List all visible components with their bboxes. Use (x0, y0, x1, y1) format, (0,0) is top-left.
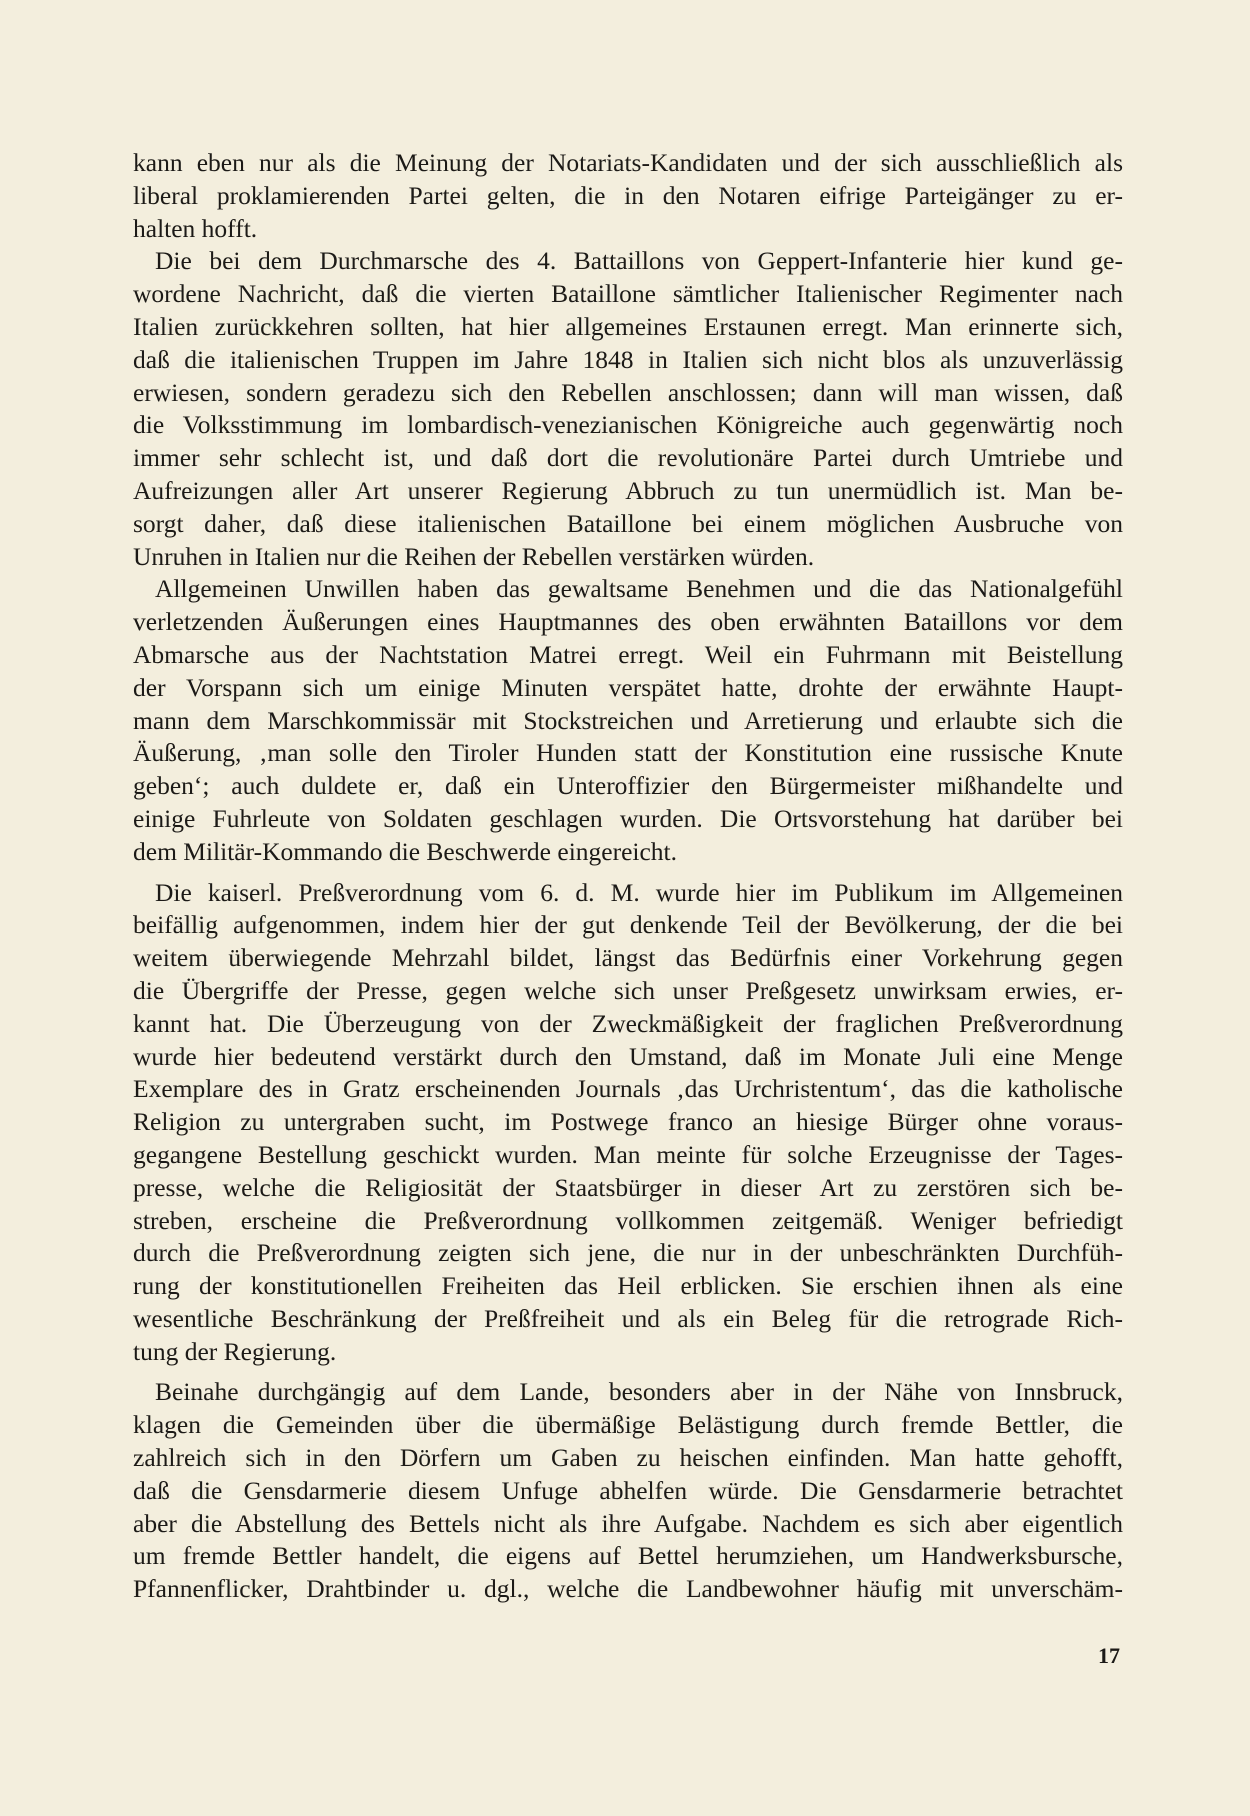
text-line: einige Fuhrleute von Soldaten geschlagen wurden. Die Ortsvorstehung hat darüber bei (133, 803, 1123, 833)
text-line: erwiesen, sondern geradezu sich den Rebellen anschlossen; dann will man wissen, daß (133, 377, 1123, 407)
text-line: mann dem Marschkommissär mit Stockstreichen und Arretierung und erlaubte sich die (133, 705, 1123, 735)
text-line: beifällig aufgenommen, indem hier der gut denkende Teil der Bevölkerung, der die bei (133, 910, 1123, 940)
text-line: Pfannenflicker, Drahtbinder u. dgl., welche die Landbewohner häufig mit unverschäm- (133, 1574, 1123, 1604)
paragraph (133, 1376, 1123, 1606)
text-line: gegangene Bestellung geschickt wurden. Man meinte für solche Erzeugnisse der Tages- (133, 1139, 1123, 1169)
text-line: daß die Gensdarmerie diesem Unfuge abhelfen würde. Die Gensdarmerie betrachtet (133, 1475, 1123, 1505)
text-line: Abmarsche aus der Nachtstation Matrei erregt. Weil ein Fuhrmann mit Beistellung (133, 639, 1123, 669)
page-number: 17 (1098, 1643, 1120, 1668)
body-text (133, 147, 1123, 1606)
text-line: kannt hat. Die Überzeugung von der Zweckmäßigkeit der fraglichen Preßverordnung (133, 1008, 1123, 1038)
text-line: verletzenden Äußerungen eines Hauptmannes des oben erwähnten Bataillons vor dem (133, 607, 1123, 637)
text-line: sorgt daher, daß diese italienischen Bataillone bei einem möglichen Ausbruche von (133, 508, 1123, 538)
text-line: Die kaiserl. Preßverordnung vom 6. d. M. wurde hier im Publikum im Allgemeinen (155, 877, 1123, 907)
text-line: zahlreich sich in den Dörfern um Gaben zu heischen einfinden. Man hatte gehofft, (133, 1443, 1123, 1473)
text-line: der Vorspann sich um einige Minuten verspätet hatte, drohte der erwähnte Haupt- (133, 672, 1123, 702)
text-line: weitem überwiegende Mehrzahl bildet, längst das Bedürfnis einer Vorkehrung gegen (133, 943, 1123, 973)
text-line: Italien zurückkehren sollten, hat hier allgemeines Erstaunen erregt. Man erinnerte sich, (133, 311, 1123, 341)
paragraph (133, 147, 1123, 245)
text-line: Die bei dem Durchmarsche des 4. Battaillons von Geppert-Infanterie hier kund ge- (155, 246, 1123, 276)
text-line: kann eben nur als die Meinung der Notariats-Kandidaten und der sich ausschließlich als (133, 148, 1123, 177)
text-line: dem Militär-Kommando die Beschwerde eingereicht. (133, 836, 678, 866)
text-line: geben‘; auch duldete er, daß ein Unteroffizier den Bürgermeister mißhandelte und (133, 771, 1123, 801)
text-line: rung der konstitutionellen Freiheiten das Heil erblicken. Sie erschien ihnen als eine (133, 1271, 1123, 1301)
text-line: Beinahe durchgängig auf dem Lande, besonders aber in der Nähe von Innsbruck, (155, 1377, 1123, 1407)
paragraph (133, 245, 1123, 573)
text-line: die Volksstimmung im lombardisch-venezianischen Königreiche auch gegenwärtig noch (133, 410, 1123, 440)
text-line: Unruhen in Italien nur die Reihen der Rebellen verstärken würden. (133, 541, 815, 571)
text-line: Aufreizungen aller Art unserer Regierung Abbruch zu tun unermüdlich ist. Man be- (133, 475, 1123, 505)
text-line: streben, erscheine die Preßverordnung vollkommen zeitgemäß. Weniger befriedigt (133, 1205, 1123, 1235)
text-line: halten hofft. (133, 213, 258, 243)
text-line: die Übergriffe der Presse, gegen welche sich unser Preßgesetz unwirksam erwies, er- (133, 975, 1123, 1005)
text-line: presse, welche die Religiosität der Staatsbürger in dieser Art zu zerstören sich be- (133, 1172, 1123, 1202)
text-line: Äußerung, ‚man solle den Tiroler Hunden statt der Konstitution eine russische Knute (133, 738, 1123, 768)
text-line: liberal proklamierenden Partei gelten, die in den Notaren eifrige Parteigänger zu er- (133, 180, 1123, 210)
text-line: um fremde Bettler handelt, die eigens auf Bettel herumziehen, um Handwerksbursche, (133, 1541, 1123, 1571)
text-line: Religion zu untergraben sucht, im Postwege franco an hiesige Bürger ohne voraus- (133, 1107, 1123, 1137)
paragraph (133, 573, 1123, 868)
text-line: klagen die Gemeinden über die übermäßige Belästigung durch fremde Bettler, die (133, 1410, 1123, 1440)
text-line: aber die Abstellung des Bettels nicht als ihre Aufgabe. Nachdem es sich aber eigentlich (133, 1508, 1123, 1538)
text-line: immer sehr schlecht ist, und daß dort die revolutionäre Partei durch Umtriebe und (133, 443, 1123, 473)
paragraph-gap (133, 869, 1123, 877)
text-line: tung der Regierung. (133, 1336, 337, 1366)
paragraph-gap (133, 1368, 1123, 1376)
text-line: wurde hier bedeutend verstärkt durch den Umstand, daß im Monate Juli eine Menge (133, 1041, 1123, 1071)
text-line: durch die Preßverordnung zeigten sich jene, die nur in der unbeschränkten Durchfüh- (133, 1238, 1123, 1268)
text-line: wesentliche Beschränkung der Preßfreiheit und als ein Beleg für die retrograde Rich- (133, 1303, 1123, 1333)
paragraph (133, 877, 1123, 1369)
text-line: Exemplare des in Gratz erscheinenden Journals ‚das Urchristentum‘, das die katholische (133, 1074, 1123, 1104)
text-line: Allgemeinen Unwillen haben das gewaltsame Benehmen und die das Nationalgefühl (155, 574, 1123, 604)
text-line: wordene Nachricht, daß die vierten Bataillone sämtlicher Italienischer Regimenter nach (133, 279, 1123, 309)
text-line: daß die italienischen Truppen im Jahre 1848 in Italien sich nicht blos als unzuverlässig (133, 344, 1123, 374)
